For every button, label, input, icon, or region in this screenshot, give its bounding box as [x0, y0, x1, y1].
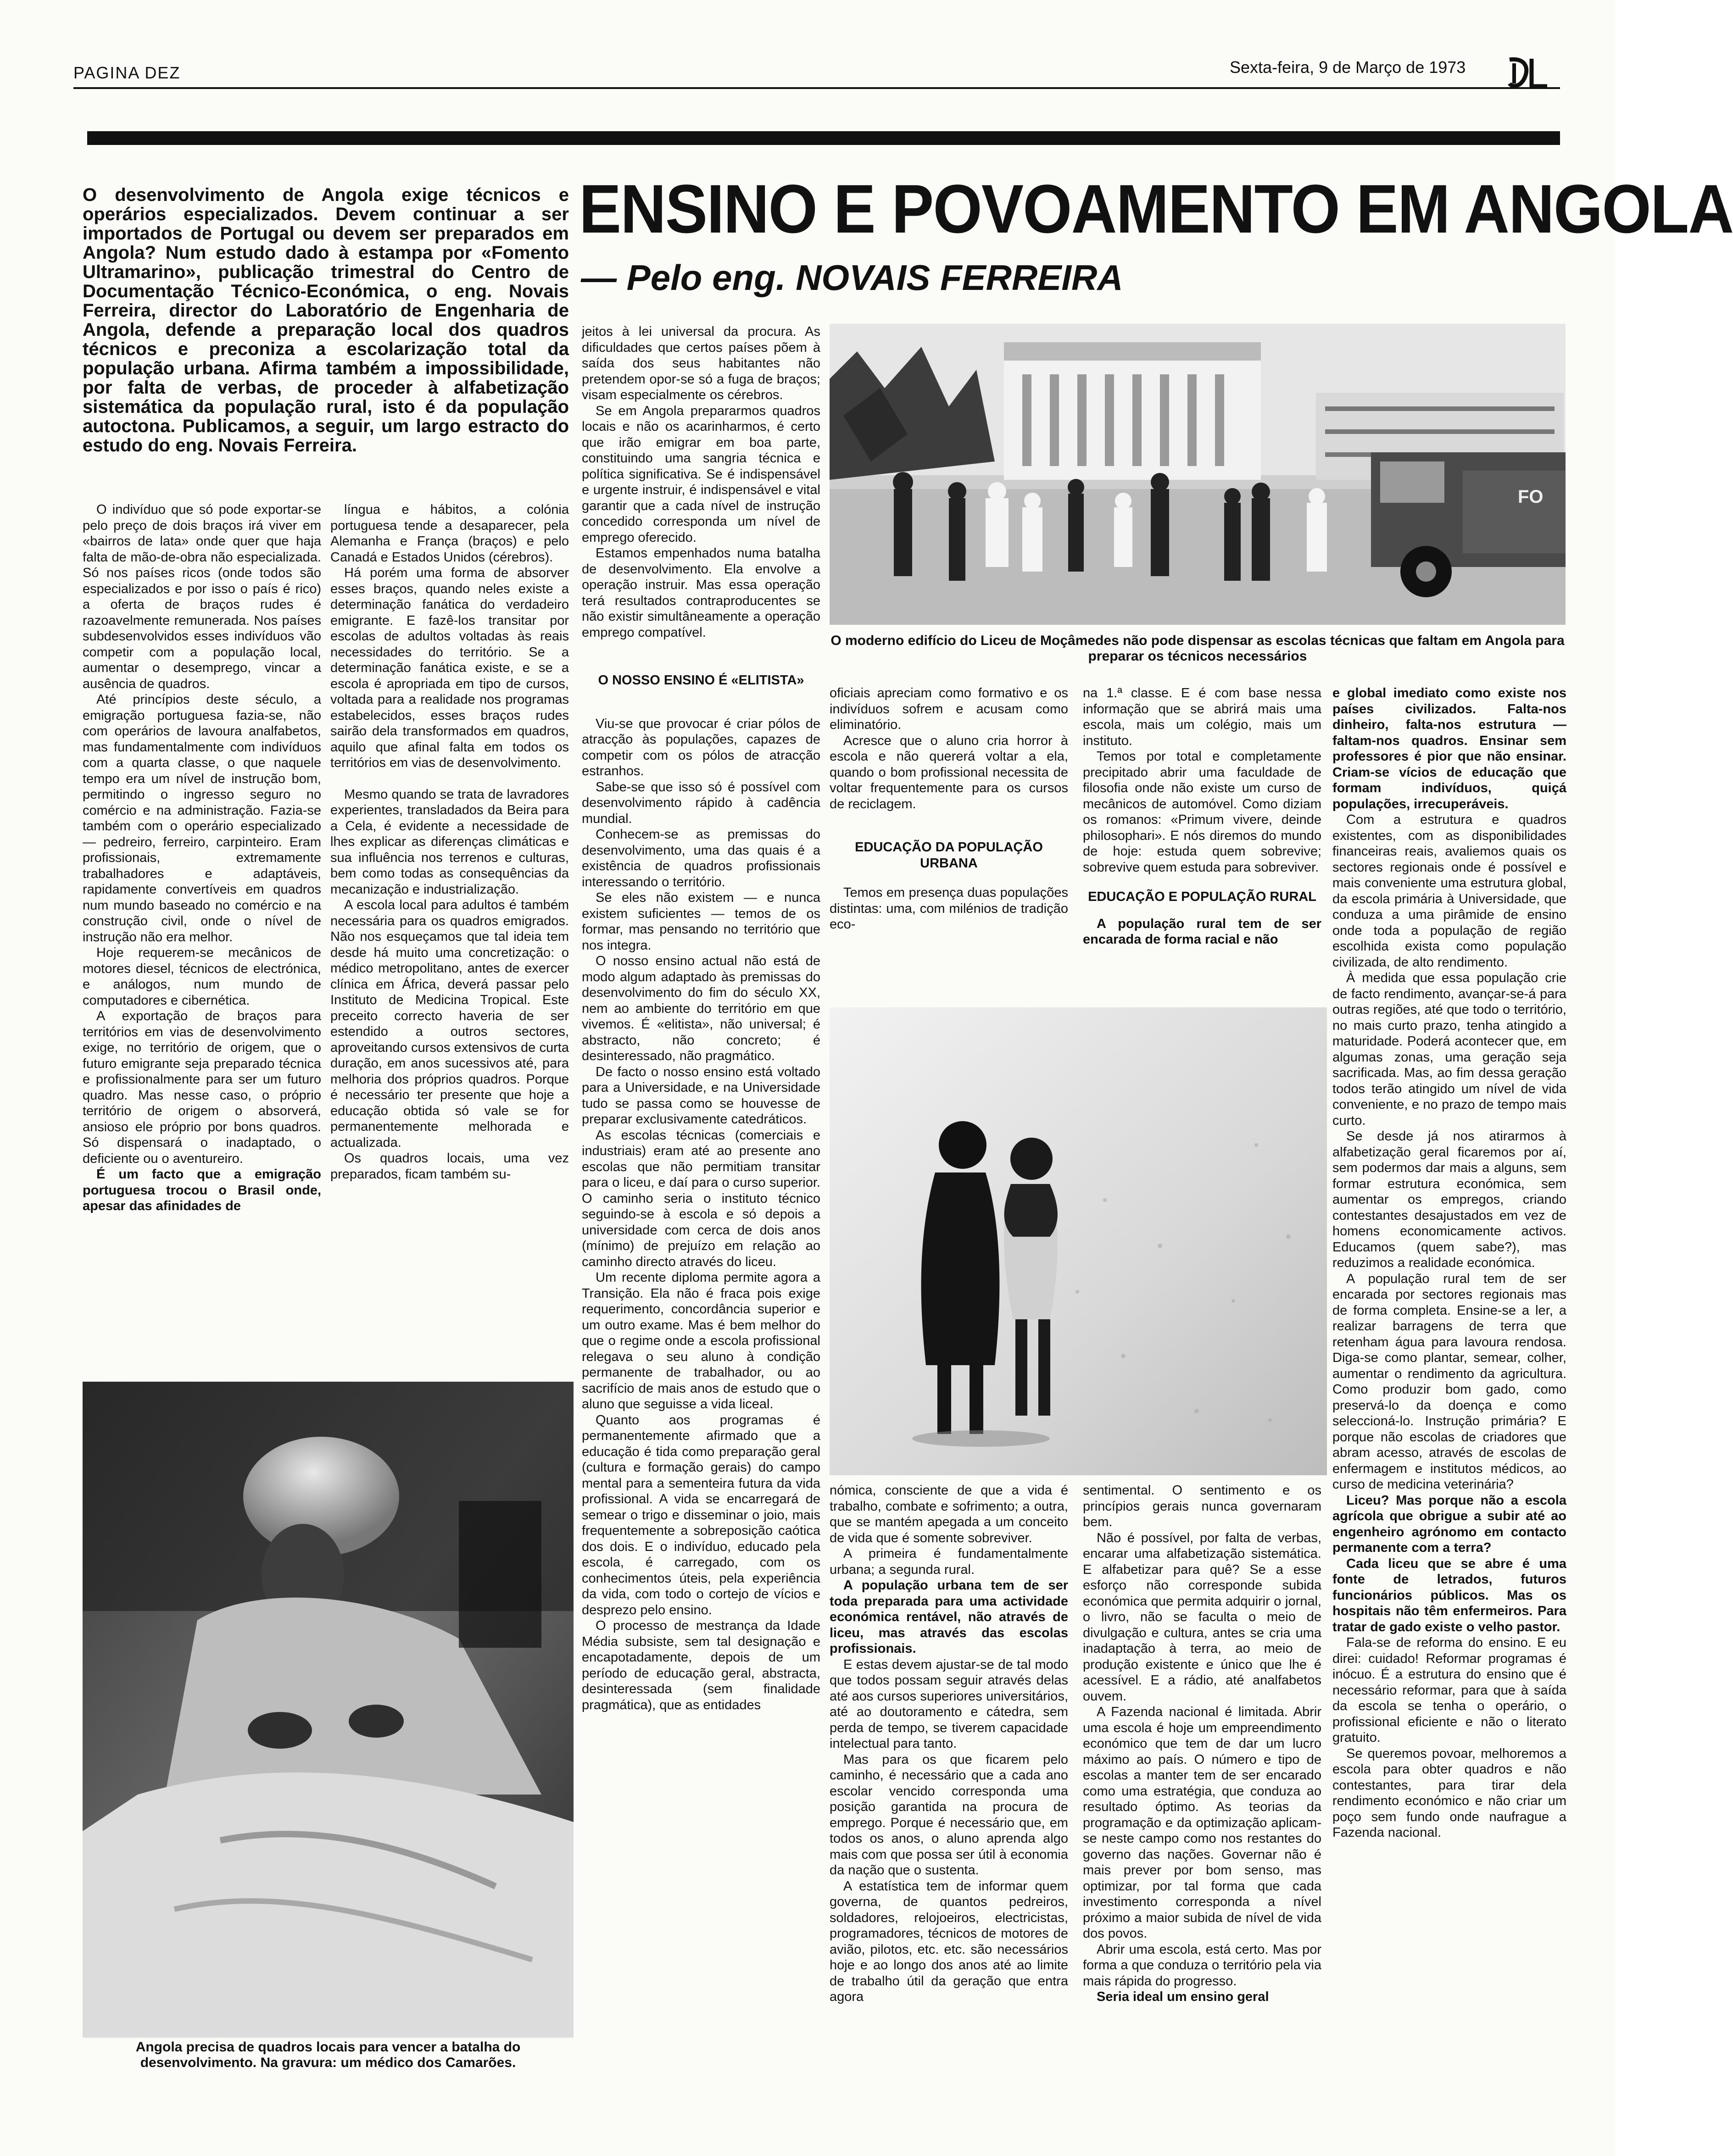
paragraph: Se em Angola prepararmos quadros locais e não os acarinharmos, é certo que irão emigrar em boa parte, constituindo uma sangria técnica e política significativa. Se é indispensável e urgente instruir, é indispensável e vital garantir que a cada nível de instrução concedido corresponda um nível de emprego oferecido.: [582, 403, 820, 545]
paragraph: oficiais apreciam como formativo e os indivíduos sofrem e acusam como eliminatório.: [830, 686, 1068, 732]
doctor-photo: [83, 1382, 574, 2038]
paragraph: jeitos à lei universal da procura. As dificuldades que certos países põem à saída dos seus habitantes não pretendem opor-se só a fuga de braços; visam especialmente os cérebros.: [582, 324, 820, 402]
subheading-urbana: EDUCAÇÃO DA POPULAÇÃO URBANA: [855, 840, 1043, 871]
children-photo: [830, 1007, 1327, 1475]
doctor-photo-illustration: [83, 1382, 574, 2038]
truck-lettering: FO: [1518, 487, 1544, 507]
article-top-bar: [87, 131, 1560, 145]
paragraph: Seria ideal um ensino geral: [1097, 1989, 1269, 2004]
header-rule: [73, 87, 1560, 89]
masthead-logo: [1505, 55, 1551, 92]
paragraph: Com a estrutura e quadros existentes, com as disponibilidades financeiras reais, avaliemos quais os sectores regionais onde é possível e mais conveniente uma estrutura global, da escola primária à Universidade, que conduza a uma pirâmide de ensino onde toda a população de região escolhida exista como população civilizada, de alto rendimento.: [1332, 812, 1566, 970]
paragraph: A estatística tem de informar quem governa, de quantos pedreiros, soldadores, relojoeiros, electricistas, programadores, técnicos de motores de avião, pilotos, etc. etc. são necessários hoje e ao longo dos anos até ao limite de trabalho útil da geração que entra agora: [830, 1878, 1068, 2004]
doctor-photo-caption: Angola precisa de quadros locais para vencer a batalha do desenvolvimento. Na gravura: um médico dos Camarões.: [135, 2039, 521, 2070]
paragraph: Os quadros locais, uma vez preparados, ficam também su-: [330, 1151, 569, 1182]
page-label: PAGINA DEZ: [73, 63, 181, 82]
paragraph: Viu-se que provocar é criar pólos de atracção às populações, capazes de competir com os pólos de atracção estranhos.: [582, 716, 820, 778]
paragraph: Conhecem-se as premissas do desenvolvimento, uma das quais é a existência de quadros profissionais interessando o território.: [582, 827, 820, 889]
subheading-elitista: O NOSSO ENSINO É «ELITISTA»: [598, 673, 804, 688]
paragraph: Temos em presença duas populações distintas: uma, com milénios de tradição eco-: [830, 885, 1068, 932]
paragraph: O nosso ensino actual não está de modo algum adaptado às premissas do desenvolvimento do fim do século XX, nem ao ambiente do território em que vivemos. É «elitista», não universal; é abstracto, não concreto; é desinteressado, não pragmático.: [582, 954, 820, 1063]
children-photo-illustration: [830, 1007, 1327, 1475]
dl-logo-icon: [1505, 55, 1551, 92]
paragraph: As escolas técnicas (comerciais e industriais) eram até ao presente ano escolas que não permitiam transitar para o liceu, e daí para o curso superior. O caminho seria o instituto técnico seguindo-se à escola e só depois a universidade com cerca de dois anos (mínimo) de prejuízo em relação ao caminho directo através do liceu.: [582, 1128, 820, 1269]
paragraph: Um recente diploma permite agora a Transição. Ela não é fraca pois exige requerimento, concordância superior e um outro exame. Mas é bem melhor do que o regime onde a escola profissional relegava o seu aluno à condição permanente de trabalhador, ou ao sacrifício de mais anos de estudo que o aluno que seguisse a vida liceal.: [582, 1270, 820, 1411]
paragraph: língua e hábitos, a colónia portuguesa tende a desaparecer, pela Alemanha e França (braços) e pelo Canadá e Estados Unidos (cérebros).: [330, 502, 569, 565]
paragraph: sentimental. O sentimento e os princípios gerais nunca governaram bem.: [1083, 1483, 1321, 1529]
column-6: [1332, 685, 1566, 2043]
paragraph: A população rural tem de ser encarada por sectores regionais mas de forma completa. Ensine-se a ler, a realizar barragens de terra que retenham água para lavoura rendosa. Diga-se como plantar, semear, colher, aumentar o rendimento da agricultura. Como produzir bom gado, como preservá-lo da doença e como seleccioná-lo. Instrução primária? E porque não escolas de criadores que abram acesso, através de escolas de enfermagem e institutos médicos, ao curso de medicina veterinária?: [1332, 1271, 1566, 1492]
liceu-photo-caption: O moderno edifício do Liceu de Moçâmedes não pode dispensar as escolas técnicas que faltam em Angola para preparar os técnicos necessários: [830, 633, 1565, 664]
paragraph: Abrir uma escola, está certo. Mas por forma a que conduza o território pela via mais rápida do progresso.: [1083, 1942, 1321, 1989]
paragraph: É um facto que a emigração portuguesa trocou o Brasil onde, apesar das afinidades de: [83, 1167, 321, 1213]
paragraph: A exportação de braços para territórios em vias de desenvolvimento exige, no território de origem, que o futuro emigrante seja preparado técnica e profissionalmente para ser um futuro quadro. Mas nesse caso, o próprio território de origem o absorverá, ansioso ele próprio por bons quadros. Só dispensará o inadaptado, o deficiente ou o aventureiro.: [83, 1009, 321, 1166]
paragraph: À medida que essa população crie de facto rendimento, avançar-se-á para outras regiões, até que todo o território, no mais curto prazo, tenha atingido a maturidade. Poderá acontecer que, em algumas zonas, uma geração seja sacrificada. Mas, ao fim dessa geração todos terão atingido um nível de vida conveniente, e no prazo de tempo mais curto.: [1332, 971, 1566, 1128]
paragraph: Liceu? Mas porque não a escola agrícola que obrigue a subir até ao engenheiro agrónomo em contacto permanente com a terra?: [1332, 1493, 1566, 1555]
paragraph: Há porém uma forma de absorver esses braços, quando neles existe a determinação fanática do verdadeiro emigrante. E fazê-los transitar por escolas de adultos voltadas às reais necessidades do território. Se a determinação fanática existe, e se a escola é apropriada em tipo de cursos, voltada para a realidade nos programas estabelecidos, esses braços rudes sairão dela transformados em quadros, aquilo que afinal falta em todos os territórios em vias de desenvolvimento.: [330, 566, 569, 770]
article-lead: O desenvolvimento de Angola exige técnicos e operários especializados. Devem continuar a ser importados de Portugal ou devem ser preparados em Angola? Num estudo dado à estampa por «Fomento Ultramarino», publicação trimestral do Centro de Documentação Técnico-Económica, o eng. Novais Ferreira, director do Laboratório de Engenharia de Angola, defende a preparação local dos quadros técnicos e preconiza a escolarização total da população urbana. Afirma também a impossibilidade, por falta de verbas, de proceder à alfabetização sistemática da população rural, isto é da população autoctona. Publicamos, a seguir, um largo estracto do estudo do eng. Novais Ferreira.: [83, 185, 569, 456]
column-5-lower: [1083, 1483, 1321, 2042]
paragraph: A Fazenda nacional é limitada. Abrir uma escola é hoje um empreendimento económico que tem de dar um lucro máximo ao país. O número e tipo de escolas a manter tem de ser encarado como uma estratégia, que conduza ao resultado óptimo. As teorias da programação e da optimização aplicam-se neste campo como nos restantes do governo das nações. Governar não é mais prever por bom senso, mas optimizar, por tal forma que cada investimento corresponda a nível próximo a maior subida de nível de vida dos povos.: [1083, 1705, 1321, 1941]
paragraph: Se eles não existem — e nunca existem suficientes — temos de os formar, mas pensando no território que nos integra.: [582, 890, 820, 953]
paragraph: E estas devem ajustar-se de tal modo que todos possam seguir através delas até aos cursos superiores universitários, até ao doutoramento e cátedra, sem perda de tempo, se tiverem capacidade intelectual para tanto.: [830, 1657, 1068, 1751]
paragraph: O processo de mestrança da Idade Média subsiste, sem tal designação e encapotadamente, depois de um período de educação geral, abstracta, desinteressada (sem finalidade pragmática), que as entidades: [582, 1618, 820, 1712]
article-byline: — Pelo eng. NOVAIS FERREIRA: [581, 257, 1123, 298]
paragraph: De facto o nosso ensino está voltado para a Universidade, e na Universidade tudo se passa como se houvesse de preparar exclusivamente catedráticos.: [582, 1064, 820, 1127]
column-3: [582, 324, 820, 2039]
column-4-lower: [830, 1483, 1068, 2042]
paragraph: A população rural tem de ser encarada de forma racial e não: [1083, 916, 1321, 947]
paragraph: Sabe-se que isso só é possível com desenvolvimento rápido à cadência mundial.: [582, 779, 820, 826]
paragraph: e global imediato como existe nos países civilizados. Falta-nos dinheiro, falta-nos estrutura — faltam-nos quadros. Ensinar sem professores é pior que não ensinar. Criam-se vícios de educação que formam indivíduos, quiçá populações, irrecuperáveis.: [1332, 686, 1566, 811]
column-2: [330, 502, 569, 1378]
paragraph: Cada liceu que se abre é uma fonte de letrados, futuros funcionários públicos. Mas os hospitais não têm enfermeiros. Para tratar de gado existe o velho pastor.: [1332, 1556, 1566, 1634]
paragraph: Temos por total e completamente precipitado abrir uma faculdade de filosofia onde não existe um curso de mecânicos de automóvel. Como diziam os romanos: «Primum vivere, deinde philosophari». E nós diremos do mundo de hoje: estuda quem sobrevive; sobrevive quem estuda para sobreviver.: [1083, 749, 1321, 875]
paragraph: O indivíduo que só pode exportar-se pelo preço de dois braços irá viver em «bairros de lata» onde quer que haja falta de mão-de-obra não especializada. Só nos países ricos (onde todos são especializados e por isso o país é rico) a oferta de braços rudes é razoavelmente remunerada. Nos países subdesenvolvidos esses indivíduos vão competir com a população local, aumentar o desemprego, vincar a ausência de quadros.: [83, 502, 321, 691]
liceu-photo-illustration: [830, 324, 1566, 625]
paragraph: A primeira é fundamentalmente urbana; a segunda rural.: [830, 1546, 1068, 1577]
paragraph: A escola local para adultos é também necessária para os quadros emigrados. Não nos esqueçamos que tal ideia tem desde há muito uma concretização: o médico metropolitano, antes de exercer clínica em África, deverá passar pelo Instituto de Medicina Tropical. Este preceito correcto haveria de ser estendido a outros sectores, aproveitando cursos extensivos de curta duração, em anos sucessivos até, para melhoria dos próprios quadros. Porque é necessário ter presente que hoje a educação obtida só vale se for permanentemente melhorada e actualizada.: [330, 898, 569, 1150]
subheading-rural: EDUCAÇÃO E POPULAÇÃO RURAL: [1088, 889, 1316, 904]
paragraph: Mesmo quando se trata de lavradores experientes, transladados da Beira para a Cela, é evidente a necessidade de lhes explicar as diferenças climáticas e sua influência nos terrenos e culturas, bem como todas as consequências da mecanização e industrialização.: [330, 787, 569, 897]
paragraph: Se queremos povoar, melhoremos a escola para obter quadros e não contestantes, para tirar dela rendimento económico e não criar um poço sem fundo onde naufrague a Fazenda nacional.: [1332, 1746, 1566, 1840]
paragraph: A população urbana tem de ser toda preparada para uma actividade económica rentável, não através de liceu, mas através das escolas profissionais.: [830, 1578, 1068, 1656]
issue-date: Sexta-feira, 9 de Março de 1973: [1230, 58, 1466, 77]
paragraph: Mas para os que ficarem pelo caminho, é necessário que a cada ano escolar vencido corresponda uma posição garantida na procura de emprego. Porque é necessário que, em todos os anos, o aluno aprenda algo mais com que possa ser útil à economia da nação que o sustenta.: [830, 1752, 1068, 1878]
paragraph: Não é possível, por falta de verbas, encarar uma alfabetização sistemática. E alfabetizar para quê? Se a esse esforço não corresponde subida económica que permita adquirir o jornal, o livro, não se faculta o meio de divulgação e cultura, antes se cria uma inadaptação à terra, ao meio de produção existente e único que lhe é acessível. E a rádio, até analfabetos ouvem.: [1083, 1530, 1321, 1704]
paragraph: Até princípios deste século, a emigração portuguesa fazia-se, não com operários de lavoura analfabetos, mas fundamentalmente com indivíduos com a quarta classe, o que naquele tempo era um nível de instrução bom, permitindo o ingresso seguro no comércio e na administração. Fazia-se também com o operário especializado — pedreiro, ferreiro, carpinteiro. Eram profissionais, extremamente trabalhadores e adaptáveis, rapidamente convertíveis em quadros num mundo baseado no comércio e na construção civil, onde o nível de instrução não era melhor.: [83, 692, 321, 945]
paragraph: Fala-se de reforma do ensino. E eu direi: cuidado! Reformar programas é inócuo. É a estrutura do ensino que é necessário reformar, para que à saída da escola se tenha o operário, o profissional eficiente e não o literato gratuito.: [1332, 1635, 1566, 1745]
column-1: [83, 502, 321, 1378]
paragraph: Se desde já nos atirarmos à alfabetização geral ficaremos por aí, sem podermos dar mais a alguns, sem formar estrutura económica, sem aumentar os empregos, criando contestantes desajustados em vez de homens economicamente activos. Educamos (quem sabe?), mas reduzimos a realidade económica.: [1332, 1129, 1566, 1270]
column-4: [830, 685, 1068, 1002]
column-5: [1083, 685, 1321, 1002]
liceu-photo: [830, 324, 1566, 625]
paragraph: na 1.ª classe. E é com base nessa informação que se abrirá mais uma escola, mais um colégio, mais um instituto.: [1083, 686, 1321, 748]
paragraph: Hoje requerem-se mecânicos de motores diesel, técnicos de electrónica, e análogos, num mundo de computadores e cibernética.: [83, 945, 321, 1008]
paragraph: Quanto aos programas é permanentemente afirmado que a educação é tida como preparação geral (cultura e formação gerais) do campo mental para a sementeira futura da vida profissional. A vida se encarregará de semear o trigo e disseminar o joio, mais frequentemente a sobreposição caótica dos dois. E o indivíduo, educado pela escola, é carregado, com os conhecimentos úteis, pela experiência da vida, com todo o cortejo de vícios e desprezo pelo ensino.: [582, 1412, 820, 1617]
paragraph: Estamos empenhados numa batalha de desenvolvimento. Ela envolve a operação instruir. Mas essa operação terá resultados contraproducentes se não existir simultâneamente a operação emprego compatível.: [582, 546, 820, 640]
paragraph: nómica, consciente de que a vida é trabalho, combate e sofrimento; a outra, que se mantém apegada a um conceito de vida que é somente sobreviver.: [830, 1483, 1068, 1545]
paragraph: Acresce que o aluno cria horror à escola e não quererá voltar a ela, quando o bom profissional necessita de voltar frequentemente para os cursos de reciclagem.: [830, 733, 1068, 811]
article-headline: ENSINO E POVOAMENTO EM ANGOLA: [579, 170, 1733, 247]
